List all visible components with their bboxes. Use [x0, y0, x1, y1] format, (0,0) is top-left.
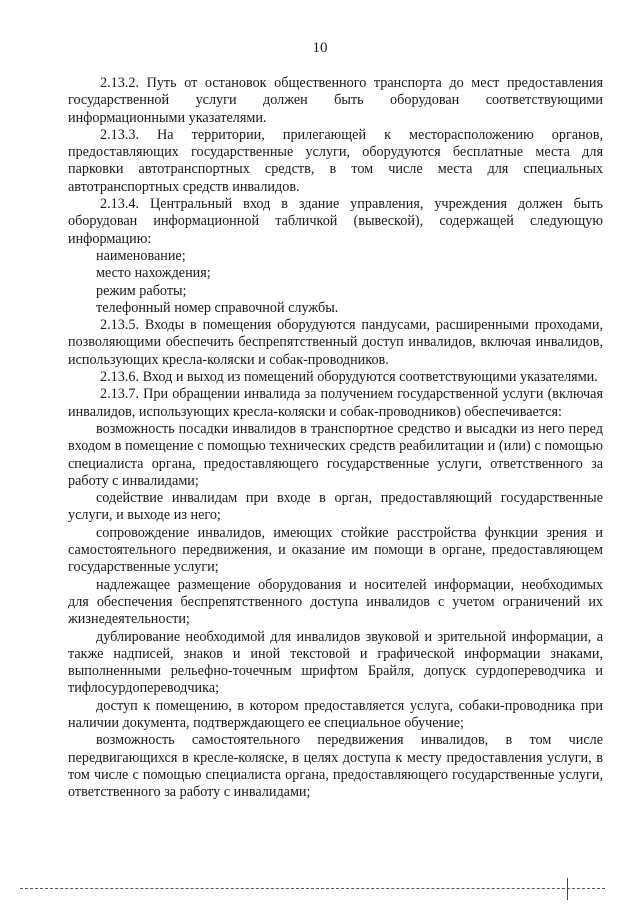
list-item: доступ к помещению, в котором предоставляется услуга, собаки-проводника при наличии документа, подтверждающего ее специальное обучение; [68, 697, 603, 731]
list-item: содействие инвалидам при входе в орган, предоставляющий государственные услуги, и выходе из него; [68, 490, 603, 524]
list-item: режим работы; [96, 282, 187, 299]
footer-mark [567, 878, 568, 900]
list-item: возможность посадки инвалидов в транспортное средство и высадки из него перед входом в помещение с помощью технических средств реабилитации и (или) с помощью специалиста органа, предоставляющего государственные услуги, ответственного за работу с инвалидами; [68, 420, 603, 489]
footer-divider [20, 888, 605, 889]
list-item: телефонный номер справочной службы. [96, 299, 339, 316]
list-item: надлежащее размещение оборудования и носителей информации, необходимых для обеспечения беспрепятственного доступа инвалидов с учетом ограничений их жизнедеятельности; [68, 576, 603, 628]
list-item: место нахождения; [96, 265, 211, 282]
clause-2-13-3: 2.13.3. На территории, прилегающей к месторасположению органов, предоставляющих государственные услуги, оборудуются бесплатные места для парковки автотранспортных средств, в том числе места для специальных автотранспортных средств инвалидов. [68, 126, 603, 195]
clause-2-13-6: 2.13.6. Вход и выход из помещений оборудуются соответствующими указателями. [100, 369, 598, 386]
clause-2-13-4: 2.13.4. Центральный вход в здание управления, учреждения должен быть оборудован информационной табличкой (вывеской), содержащей следующую информацию: [68, 196, 603, 247]
page-number: 10 [312, 40, 328, 56]
list-item: сопровождение инвалидов, имеющих стойкие расстройства функции зрения и самостоятельного передвижения, и оказание им помощи в органе, предоставляющем государственные услуги; [68, 524, 603, 576]
list-item: возможность самостоятельного передвижения инвалидов, в том числе передвигающихся в кресле-коляске, в целях доступа к месту предоставления услуги, в том числе с помощью специалиста органа, предоставляющего государственные услуги, ответственного за работу с инвалидами; [68, 732, 603, 801]
clause-2-13-7: 2.13.7. При обращении инвалида за получением государственной услуги (включая инвалидов, использующих кресла-коляски и собак-проводников) обеспечивается: [68, 386, 603, 420]
list-item: наименование; [96, 247, 186, 264]
clause-2-13-2: 2.13.2. Путь от остановок общественного транспорта до мест предоставления государственной услуги должен быть оборудован соответствующими информационными указателями. [68, 75, 603, 126]
list-item: дублирование необходимой для инвалидов звуковой и зрительной информации, а также надписей, знаков и иной текстовой и графической информации знаками, выполненными рельефно-точечным шрифтом Брайля, допуск сурдопереводчика и тифлосурдопереводчика; [68, 628, 603, 697]
clause-2-13-5: 2.13.5. Входы в помещения оборудуются пандусами, расширенными проходами, позволяющими обеспечить беспрепятственный доступ инвалидов, включая инвалидов, использующих кресла-коляски и собак-проводников. [68, 317, 603, 368]
document-body [68, 75, 603, 801]
